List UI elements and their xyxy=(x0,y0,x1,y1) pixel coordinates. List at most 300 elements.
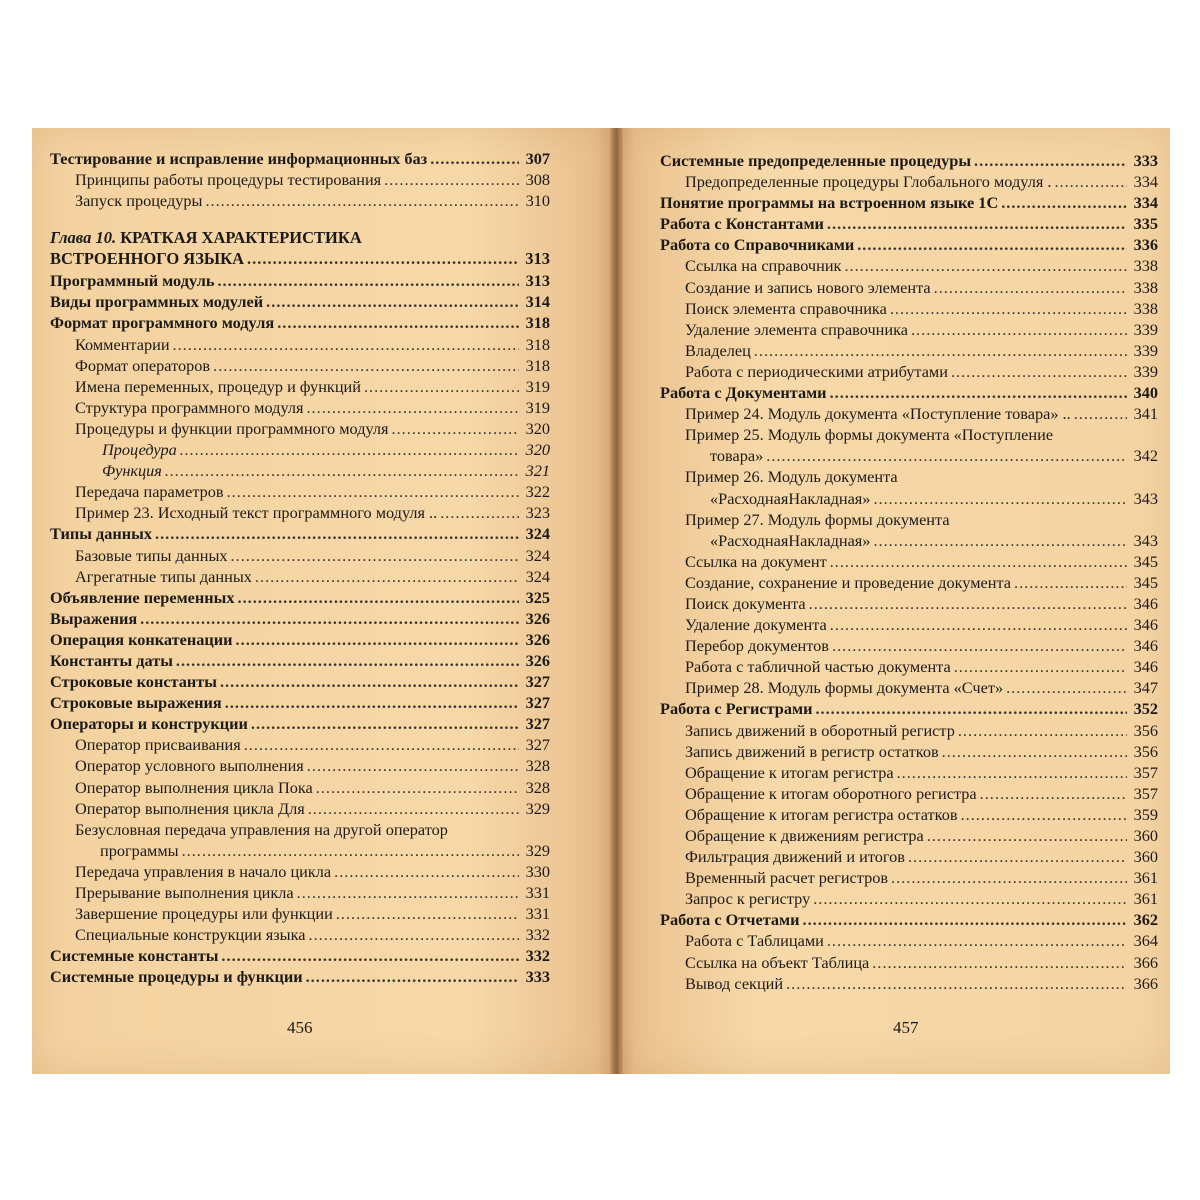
dot-leader xyxy=(961,804,1127,825)
toc-entry xyxy=(50,608,550,629)
dot-leader xyxy=(827,213,1127,234)
dot-leader xyxy=(308,798,519,819)
toc-entry-page-number: 321 xyxy=(525,461,550,481)
toc-entry-page-number: 352 xyxy=(1133,699,1158,719)
toc-entry xyxy=(50,312,550,333)
toc-entry xyxy=(50,502,550,523)
wrapped-entry-page-number: 329 xyxy=(525,840,550,860)
toc-entry-page-number: 324 xyxy=(525,566,550,586)
toc-entry xyxy=(660,741,1158,762)
toc-entry-page-number: 326 xyxy=(525,608,550,628)
dot-leader xyxy=(980,783,1127,804)
wrapped-a-page-number: 342 xyxy=(1133,446,1158,466)
dot-leader xyxy=(754,340,1127,361)
dot-leader xyxy=(766,445,1127,466)
toc-entry-title: Запрос к регистру xyxy=(685,889,811,909)
toc-entry-page-number: 339 xyxy=(1133,361,1158,381)
toc-entry-page-number: 346 xyxy=(1133,593,1158,613)
toc-entry-title: Выражения xyxy=(50,608,138,628)
dot-leader xyxy=(809,593,1127,614)
toc-entry-title: Типы данных xyxy=(50,524,152,544)
toc-entry-page-number: 332 xyxy=(525,946,550,966)
toc-entry xyxy=(50,169,550,190)
dot-leader xyxy=(873,488,1127,509)
toc-entry-title: Работа с Таблицами xyxy=(685,931,824,951)
dot-leader xyxy=(334,861,519,882)
toc-entry-title: Ссылка на документ xyxy=(685,551,827,571)
dot-leader xyxy=(786,973,1127,994)
toc-entry-page-number: 366 xyxy=(1133,952,1158,972)
toc-entry xyxy=(660,551,1158,572)
toc-entry-title: Пример 28. Модуль формы документа «Счет» xyxy=(685,678,1004,698)
toc-entry-page-number: 323 xyxy=(525,503,550,523)
dot-leader xyxy=(173,334,519,355)
dot-leader xyxy=(857,234,1127,255)
dot-leader xyxy=(165,460,519,481)
toc-entry-title: Строковые константы xyxy=(50,672,217,692)
dot-leader xyxy=(247,248,519,270)
dot-leader xyxy=(316,777,519,798)
toc-entry xyxy=(50,692,550,713)
toc-entry-title: Пример 24. Модуль документа «Поступление товара» .. xyxy=(685,404,1071,424)
toc-entry xyxy=(50,376,550,397)
toc-entry xyxy=(50,418,550,439)
toc-entry-title: Поиск документа xyxy=(685,593,806,613)
toc-entry-page-number: 362 xyxy=(1133,910,1158,930)
toc-entry xyxy=(50,903,550,924)
book-gutter xyxy=(610,128,623,1074)
toc-entry xyxy=(660,825,1158,846)
dot-leader xyxy=(832,635,1127,656)
dot-leader xyxy=(392,418,519,439)
toc-entry xyxy=(660,804,1158,825)
toc-entry-page-number: 314 xyxy=(525,292,550,312)
wrapped-b-page-number: 343 xyxy=(1133,488,1158,508)
left-entries-after xyxy=(50,861,550,988)
dot-leader xyxy=(155,523,519,544)
left-entries xyxy=(50,270,550,818)
toc-entry xyxy=(660,340,1158,361)
toc-entry-title: Работа с Отчетами xyxy=(660,910,800,930)
dot-leader xyxy=(1001,192,1127,213)
toc-entry-page-number: 328 xyxy=(525,777,550,797)
toc-entry xyxy=(660,382,1158,403)
left-toc xyxy=(50,148,550,987)
dot-leader xyxy=(182,840,519,861)
dot-leader xyxy=(297,882,519,903)
dot-leader xyxy=(813,888,1127,909)
toc-entry-page-number: 334 xyxy=(1133,193,1158,213)
wrapped-entry-line1: Безусловная передача управления на другой оператор xyxy=(75,819,448,839)
toc-entry-title: Обращение к итогам оборотного регистра xyxy=(685,783,977,803)
wrapped-c-line2: «РасходнаяНакладная» xyxy=(710,530,871,550)
dot-leader xyxy=(942,741,1127,762)
toc-entry-title: Структура программного модуля xyxy=(75,397,304,417)
toc-entry xyxy=(50,291,550,312)
left-top-entries xyxy=(50,148,550,211)
toc-entry-title: Перебор документов xyxy=(685,636,829,656)
toc-entry-title: Удаление элемента справочника xyxy=(685,319,908,339)
toc-entry-page-number: 308 xyxy=(525,170,550,190)
toc-entry-title: Удаление документа xyxy=(685,615,827,635)
toc-entry-page-number: 322 xyxy=(525,482,550,502)
toc-entry-title: Запись движений в регистр остатков xyxy=(685,741,939,761)
toc-entry-page-number: 324 xyxy=(525,524,550,544)
toc-entry-page-number: 320 xyxy=(525,440,550,460)
toc-entry xyxy=(50,713,550,734)
dot-leader xyxy=(873,530,1127,551)
dot-leader xyxy=(176,650,519,671)
toc-entry xyxy=(660,656,1158,677)
toc-entry xyxy=(50,734,550,755)
toc-entry-page-number: 333 xyxy=(525,967,550,987)
toc-entry xyxy=(660,255,1158,276)
toc-entry-title: Поиск элемента справочника xyxy=(685,298,887,318)
dot-leader xyxy=(244,734,519,755)
toc-entry-title: Системные предопределенные процедуры xyxy=(660,151,972,170)
toc-entry-title: Программный модуль xyxy=(50,271,215,291)
toc-entry-title: Ссылка на объект Таблица xyxy=(685,952,870,972)
toc-entry xyxy=(50,777,550,798)
toc-entry xyxy=(660,762,1158,783)
toc-entry-page-number: 331 xyxy=(525,883,550,902)
toc-entry-title: Строковые выражения xyxy=(50,693,222,713)
toc-entry-title: Формат операторов xyxy=(75,355,211,375)
toc-entry-page-number: 361 xyxy=(1133,889,1158,909)
toc-entry-page-number: 360 xyxy=(1133,826,1158,845)
toc-entry-page-number: 336 xyxy=(1133,235,1158,255)
toc-entry xyxy=(660,572,1158,593)
dot-leader xyxy=(213,355,519,376)
toc-entry-title: Тестирование и исправление информационных баз xyxy=(50,149,428,168)
toc-entry-page-number: 366 xyxy=(1133,973,1158,993)
wrapped-a xyxy=(660,445,1158,466)
toc-entry xyxy=(50,148,550,169)
toc-entry-title: Оператор выполнения цикла Для xyxy=(75,798,305,818)
toc-entry xyxy=(50,460,550,481)
toc-entry-page-number: 327 xyxy=(525,672,550,692)
toc-entry xyxy=(50,545,550,566)
right-page-folio: 457 xyxy=(893,1018,919,1037)
toc-entry-title: Оператор выполнения цикла Пока xyxy=(75,777,313,797)
toc-entry xyxy=(660,952,1158,973)
dot-leader xyxy=(180,439,519,460)
toc-entry xyxy=(50,439,550,460)
toc-entry xyxy=(660,930,1158,951)
toc-entry xyxy=(50,481,550,502)
chapter-heading xyxy=(50,227,550,248)
toc-entry xyxy=(660,319,1158,340)
dot-leader xyxy=(205,190,519,211)
dot-leader xyxy=(872,952,1127,973)
toc-entry-page-number: 310 xyxy=(525,191,550,211)
toc-entry xyxy=(660,213,1158,234)
toc-entry xyxy=(50,755,550,776)
toc-entry xyxy=(50,523,550,544)
dot-leader xyxy=(891,867,1127,888)
toc-entry-page-number: 338 xyxy=(1133,256,1158,276)
toc-entry-title: Обращение к итогам регистра остатков xyxy=(685,804,958,824)
toc-entry-page-number: 347 xyxy=(1133,678,1158,698)
toc-entry xyxy=(660,698,1158,719)
toc-entry-page-number: 329 xyxy=(525,798,550,818)
dot-leader xyxy=(225,692,519,713)
toc-entry xyxy=(660,635,1158,656)
toc-entry-title: Работа с Константами xyxy=(660,214,824,234)
toc-entry-page-number: 326 xyxy=(525,629,550,649)
dot-leader xyxy=(958,720,1127,741)
dot-leader xyxy=(306,397,519,418)
wrapped-entry-line2: программы xyxy=(100,840,179,860)
toc-entry xyxy=(50,629,550,650)
toc-entry-title: Системные константы xyxy=(50,946,219,966)
toc-entry-page-number: 346 xyxy=(1133,636,1158,656)
toc-entry-title: Имена переменных, процедур и функций xyxy=(75,376,361,396)
toc-entry-page-number: 318 xyxy=(525,355,550,375)
toc-entry-title: Работа с Документами xyxy=(660,383,827,403)
toc-entry xyxy=(660,867,1158,888)
toc-entry-title: Оператор присваивания xyxy=(75,735,241,755)
toc-entry xyxy=(50,397,550,418)
toc-entry-page-number: 318 xyxy=(525,313,550,333)
toc-entry xyxy=(660,677,1158,698)
toc-entry-title: Прерывание выполнения цикла xyxy=(75,883,294,902)
toc-entry-page-number: 346 xyxy=(1133,615,1158,635)
toc-entry-title: Временный расчет регистров xyxy=(685,868,889,888)
chapter-title-entry xyxy=(50,248,550,270)
toc-entry-page-number: 331 xyxy=(525,904,550,924)
toc-entry xyxy=(660,888,1158,909)
toc-entry xyxy=(660,171,1158,192)
toc-entry-title: Ссылка на справочник xyxy=(685,256,842,276)
toc-entry-page-number: 356 xyxy=(1133,741,1158,761)
dot-leader xyxy=(430,148,519,169)
toc-entry-page-number: 328 xyxy=(525,756,550,776)
dot-leader xyxy=(951,361,1127,382)
toc-entry-page-number: 357 xyxy=(1133,783,1158,803)
dot-leader xyxy=(307,755,519,776)
toc-entry-page-number: 326 xyxy=(525,650,550,670)
chapter-title-line2: ВСТРОЕННОГО ЯЗЫКА xyxy=(50,249,245,269)
toc-entry-page-number: 313 xyxy=(525,271,550,291)
toc-entry xyxy=(660,298,1158,319)
toc-entry xyxy=(50,334,550,355)
toc-entry-title: Понятие программы на встроенном языке 1С xyxy=(660,193,999,213)
toc-entry-title: Системные процедуры и функции xyxy=(50,967,303,987)
dot-leader xyxy=(927,825,1127,846)
toc-entry-title: Предопределенные процедуры Глобального модуля . xyxy=(685,172,1052,192)
toc-entry-title: Владелец xyxy=(685,340,751,360)
toc-entry-title: Функция xyxy=(102,461,162,481)
toc-entry-title: Операторы и конструкции xyxy=(50,714,248,734)
toc-entry xyxy=(660,403,1158,424)
toc-entry-page-number: 319 xyxy=(525,397,550,417)
toc-entry-title: Объявление переменных xyxy=(50,587,235,607)
right-toc xyxy=(660,150,1158,994)
dot-leader xyxy=(830,551,1127,572)
toc-entry xyxy=(660,973,1158,994)
toc-entry xyxy=(660,783,1158,804)
toc-entry-title: Агрегатные типы данных xyxy=(75,566,252,586)
toc-entry-title: Пример 23. Исходный текст программного модуля .. xyxy=(75,503,438,523)
dot-leader xyxy=(911,319,1127,340)
toc-entry-page-number: 335 xyxy=(1133,214,1158,234)
toc-entry xyxy=(50,924,550,945)
toc-entry-page-number: 332 xyxy=(525,925,550,945)
dot-leader xyxy=(954,656,1127,677)
toc-entry-title: Обращение к движениям регистра xyxy=(685,826,924,845)
toc-entry xyxy=(660,192,1158,213)
toc-entry xyxy=(660,614,1158,635)
dot-leader xyxy=(227,481,519,502)
toc-entry-title: Завершение процедуры или функции xyxy=(75,904,333,924)
toc-entry-title: Запись движений в оборотный регистр xyxy=(685,720,955,740)
toc-entry xyxy=(50,882,550,903)
toc-entry-title: Виды программных модулей xyxy=(50,292,264,312)
toc-entry-page-number: 320 xyxy=(525,418,550,438)
dot-leader xyxy=(1006,677,1127,698)
dot-leader xyxy=(364,376,519,397)
wrapped-b xyxy=(660,488,1158,509)
dot-leader xyxy=(815,698,1127,719)
toc-entry xyxy=(50,650,550,671)
dot-leader xyxy=(336,903,519,924)
toc-entry-title: Принципы работы процедуры тестирования xyxy=(75,170,382,190)
wrapped-c-page-number: 343 xyxy=(1133,530,1158,550)
toc-entry-title: Работа с Регистрами xyxy=(660,699,813,719)
toc-entry xyxy=(660,277,1158,298)
toc-entry-page-number: 346 xyxy=(1133,657,1158,677)
dot-leader xyxy=(221,945,519,966)
dot-leader xyxy=(266,291,519,312)
toc-entry-page-number: 360 xyxy=(1133,847,1158,867)
toc-entry-title: Операция конкатенации xyxy=(50,629,233,649)
toc-entry-page-number: 357 xyxy=(1133,762,1158,782)
toc-entry-title: Работа с периодическими атрибутами xyxy=(685,361,948,381)
wrapped-c xyxy=(660,530,1158,551)
toc-entry-page-number: 359 xyxy=(1133,804,1158,824)
toc-entry-page-number: 333 xyxy=(1133,151,1158,170)
dot-leader xyxy=(231,545,519,566)
dot-leader xyxy=(309,924,519,945)
toc-entry-page-number: 361 xyxy=(1133,868,1158,888)
dot-leader xyxy=(830,382,1127,403)
toc-entry-page-number: 327 xyxy=(525,693,550,713)
toc-entry-title: Вывод секций xyxy=(685,973,784,993)
toc-entry-title: Запуск процедуры xyxy=(75,191,203,211)
toc-entry xyxy=(660,720,1158,741)
dot-leader xyxy=(890,298,1127,319)
dot-leader xyxy=(236,629,519,650)
dot-leader xyxy=(1014,572,1127,593)
wrapped-entry xyxy=(50,840,550,861)
dot-leader xyxy=(897,762,1127,783)
toc-entry xyxy=(660,909,1158,930)
dot-leader xyxy=(827,930,1127,951)
toc-entry-page-number: 339 xyxy=(1133,319,1158,339)
toc-entry-title: Формат программного модуля xyxy=(50,313,275,333)
toc-entry xyxy=(50,587,550,608)
dot-leader xyxy=(803,909,1127,930)
dot-leader xyxy=(384,169,519,190)
toc-entry xyxy=(50,355,550,376)
dot-leader xyxy=(908,846,1127,867)
chapter-title-line1: КРАТКАЯ ХАРАКТЕРИСТИКА xyxy=(120,228,362,248)
toc-entry-page-number: 345 xyxy=(1133,551,1158,571)
toc-entry-title: Процедуры и функции программного модуля xyxy=(75,418,389,438)
dot-leader xyxy=(844,255,1127,276)
dot-leader xyxy=(934,277,1127,298)
toc-entry-page-number: 319 xyxy=(525,376,550,396)
toc-entry-title: Обращение к итогам регистра xyxy=(685,762,894,782)
toc-entry xyxy=(660,234,1158,255)
toc-entry xyxy=(50,945,550,966)
chapter-page-number: 313 xyxy=(525,249,550,269)
dot-leader xyxy=(238,587,519,608)
dot-leader xyxy=(440,502,519,523)
toc-entry-page-number: 307 xyxy=(525,149,550,168)
toc-entry xyxy=(50,861,550,882)
toc-entry-page-number: 334 xyxy=(1133,172,1158,192)
toc-entry-title: Передача управления в начало цикла xyxy=(75,861,332,881)
toc-entry-page-number: 325 xyxy=(525,587,550,607)
dot-leader xyxy=(306,966,519,987)
right-entries-a xyxy=(660,150,1158,424)
wrapped-c-line1: Пример 27. Модуль формы документа xyxy=(685,509,950,529)
toc-entry-title: Процедура xyxy=(102,440,177,460)
toc-entry-title: Базовые типы данных xyxy=(75,545,228,565)
toc-entry xyxy=(660,846,1158,867)
dot-leader xyxy=(277,312,519,333)
toc-entry-title: Специальные конструкции языка xyxy=(75,925,306,945)
dot-leader xyxy=(255,566,519,587)
toc-entry-title: Комментарии xyxy=(75,334,170,354)
toc-entry-page-number: 338 xyxy=(1133,277,1158,297)
right-entries-b xyxy=(660,551,1158,994)
dot-leader xyxy=(830,614,1127,635)
toc-entry xyxy=(50,671,550,692)
left-page-folio: 456 xyxy=(287,1018,313,1037)
toc-entry-title: Создание, сохранение и проведение документа xyxy=(685,572,1011,592)
dot-leader xyxy=(220,671,519,692)
wrapped-b-line2: «РасходнаяНакладная» xyxy=(710,488,871,508)
toc-entry-title: Оператор условного выполнения xyxy=(75,756,304,776)
toc-entry-page-number: 338 xyxy=(1133,298,1158,318)
toc-entry-title: Фильтрация движений и итогов xyxy=(685,847,905,867)
toc-entry-page-number: 327 xyxy=(525,714,550,734)
toc-entry-page-number: 330 xyxy=(525,861,550,881)
toc-entry xyxy=(660,593,1158,614)
toc-entry-page-number: 364 xyxy=(1133,931,1158,951)
dot-leader xyxy=(251,713,519,734)
chapter-prefix: Глава 10. xyxy=(50,228,117,248)
toc-entry xyxy=(50,966,550,987)
toc-entry xyxy=(50,270,550,291)
toc-entry-page-number: 345 xyxy=(1133,572,1158,592)
wrapped-a-line2: товара» xyxy=(710,446,764,466)
toc-entry-title: Работа с табличной частью документа xyxy=(685,657,951,677)
toc-entry xyxy=(660,361,1158,382)
toc-entry-page-number: 356 xyxy=(1133,720,1158,740)
toc-entry xyxy=(50,190,550,211)
toc-entry-page-number: 339 xyxy=(1133,340,1158,360)
dot-leader xyxy=(217,270,519,291)
toc-entry xyxy=(660,150,1158,171)
toc-entry-page-number: 324 xyxy=(525,545,550,565)
dot-leader xyxy=(1074,403,1127,424)
wrapped-a-line1: Пример 25. Модуль формы документа «Поступление xyxy=(685,425,1054,445)
toc-entry xyxy=(50,566,550,587)
